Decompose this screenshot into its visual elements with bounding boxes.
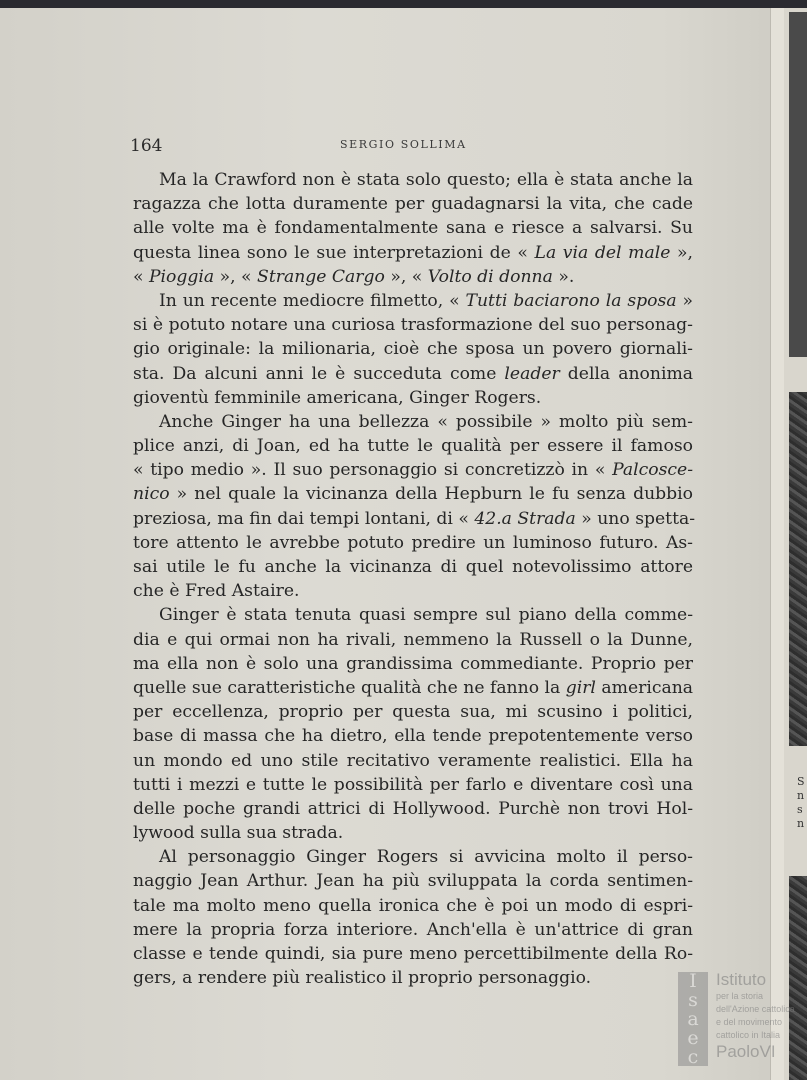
text-run: » [676, 290, 693, 311]
italic-title: Pioggia [148, 266, 215, 287]
text-line [133, 241, 693, 265]
text-line [133, 894, 693, 918]
text-run: Ginger è stata tenuta quasi sempre sul piano della comme- [159, 605, 693, 626]
italic-title: leader [504, 363, 560, 384]
italic-title: Palcosce- [612, 460, 693, 481]
italic-title: girl [565, 677, 596, 698]
text-line [133, 724, 693, 748]
text-run: sai utile le fu anche la vicinanza di quel notevolissimo attore [133, 557, 693, 577]
text-run: » nel quale la vicinanza della Hepburn le fu senza dubbio [169, 484, 693, 505]
text-line [133, 386, 693, 410]
text-run: naggio Jean Arthur. Jean ha più sviluppata la corda sentimen- [133, 871, 693, 892]
text-line [133, 362, 693, 386]
text-line [133, 507, 696, 531]
text-line [133, 603, 693, 627]
text-run: plice anzi, di Joan, ed ha tutte le qualità per essere il famoso [133, 436, 693, 457]
text-run: « [133, 266, 149, 287]
text-run: ma ella non è solo una grandissima commediante. Proprio per [133, 653, 693, 674]
text-run: sta. Da alcuni anni le è succeduta come [133, 363, 505, 384]
text-line [133, 652, 693, 676]
text-run: che è Fred Astaire. [133, 581, 300, 602]
text-line [133, 458, 693, 482]
watermark-text: Istituto per la storia dell'Azione cattolica e del movimento cattolico in Italia PaoloVI [716, 970, 795, 1061]
watermark-logo [676, 970, 806, 1070]
text-run: Anche Ginger ha una bellezza « possibile » molto più sem- [159, 411, 693, 432]
watermark-monogram: I s a e c [678, 972, 708, 1066]
text-run: Ma la Crawford non è stata solo questo; ella è stata anche la [159, 170, 693, 190]
italic-title: Strange Cargo [257, 266, 385, 287]
text-run: tutti i mezzi e tutte le possibilità per farlo e diventare così una [133, 774, 693, 795]
text-run: In un recente mediocre filmetto, « [159, 290, 466, 311]
italic-title: 42.a Strada [474, 508, 576, 529]
fragment: S [797, 775, 805, 788]
text-line [133, 410, 693, 434]
paragraph [133, 603, 693, 845]
text-run: mere la propria forza interiore. Anch'ella è un'attrice di gran [133, 919, 693, 940]
body-text [133, 168, 696, 990]
text-run: tale ma molto meno quella ironica che è poi un modo di espri- [133, 895, 693, 916]
text-line [133, 482, 693, 506]
text-run: gers, a rendere più realistico il proprio personaggio. [133, 968, 592, 989]
text-run: quelle sue caratteristiche qualità che ne fanno la [133, 677, 566, 698]
text-run: Al personaggio Ginger Rogers si avvicina molto il perso- [159, 847, 693, 868]
text-run: un mondo ed uno stile recitativo veramente realistici. Ella ha [133, 750, 693, 771]
text-line [133, 966, 693, 990]
page-number: 164 [130, 136, 163, 156]
text-run: alle volte ma è fondamentalmente sana e riesce a salvarsi. Su [133, 218, 693, 239]
text-run: tore attento le avrebbe potuto predire un luminoso futuro. As- [133, 532, 693, 553]
text-run: base di massa che ha dietro, ella tende prepotentemente verso [133, 726, 693, 747]
text-run: « tipo medio ». Il suo personaggio si concretizzò in « [133, 460, 613, 481]
text-run: gio originale: la milionaria, cioè che sposa un povero giornali- [133, 339, 693, 360]
text-run: si è potuto notare una curiosa trasformazione del suo personag- [133, 315, 693, 336]
adjacent-page-text [797, 775, 807, 831]
text-run: per eccellenza, proprio per questa sua, mi scusino i politici, [133, 702, 693, 723]
paragraph [133, 845, 693, 990]
running-head: SERGIO SOLLIMA [340, 138, 467, 151]
text-run: classe e tende quindi, sia pure meno percettibilmente della Ro- [133, 944, 693, 964]
text-run: » uno spetta- [575, 508, 696, 529]
text-run: », [670, 242, 693, 263]
italic-title: Volto di donna [427, 266, 553, 287]
text-line [133, 845, 693, 869]
text-line [133, 821, 693, 845]
text-run: della anonima [559, 363, 693, 384]
text-line [133, 555, 693, 579]
fragment: n [797, 789, 805, 802]
text-run: lywood sulla sua strada. [133, 823, 344, 844]
text-line [133, 869, 693, 893]
italic-title: Tutti baciarono la sposa [465, 290, 677, 311]
text-line [133, 676, 693, 700]
text-line [133, 313, 693, 337]
italic-title: La via del male [534, 242, 671, 263]
paragraph [133, 289, 693, 410]
text-line [133, 192, 693, 216]
text-line [133, 628, 693, 652]
text-line [133, 942, 693, 966]
text-line [133, 265, 693, 289]
text-line [133, 749, 693, 773]
text-line [133, 918, 693, 942]
text-line [133, 797, 693, 821]
paragraph [133, 168, 693, 289]
text-run: ». [552, 266, 575, 287]
text-line [133, 434, 693, 458]
text-line [133, 289, 693, 313]
adjacent-photo [789, 392, 807, 746]
text-run: preziosa, ma fin dai tempi lontani, di « [133, 508, 475, 529]
adjacent-photo [789, 12, 807, 357]
text-line [133, 337, 693, 361]
text-line [133, 531, 693, 555]
text-run: delle poche grandi attrici di Hollywood. Purchè non trovi Hol- [133, 798, 693, 819]
italic-title: nico [133, 484, 170, 505]
text-line [133, 700, 693, 724]
text-line [133, 216, 693, 240]
fragment: n [797, 817, 805, 830]
text-line [133, 773, 693, 797]
text-run: ragazza che lotta duramente per guadagnarsi la vita, che cade [133, 194, 693, 215]
text-run: », « [384, 266, 428, 287]
text-line [133, 168, 693, 192]
fragment: s [797, 803, 803, 816]
text-run: gioventù femminile americana, Ginger Rogers. [133, 387, 542, 408]
text-run: dia e qui ormai non ha rivali, nemmeno la Russell o la Dunne, [133, 629, 693, 650]
page-edge [770, 8, 785, 1080]
text-run: questa linea sono le sue interpretazioni de « [133, 242, 535, 263]
text-line [133, 579, 693, 603]
text-run: », « [214, 266, 258, 287]
text-run: americana [595, 677, 694, 698]
paragraph [133, 410, 696, 604]
